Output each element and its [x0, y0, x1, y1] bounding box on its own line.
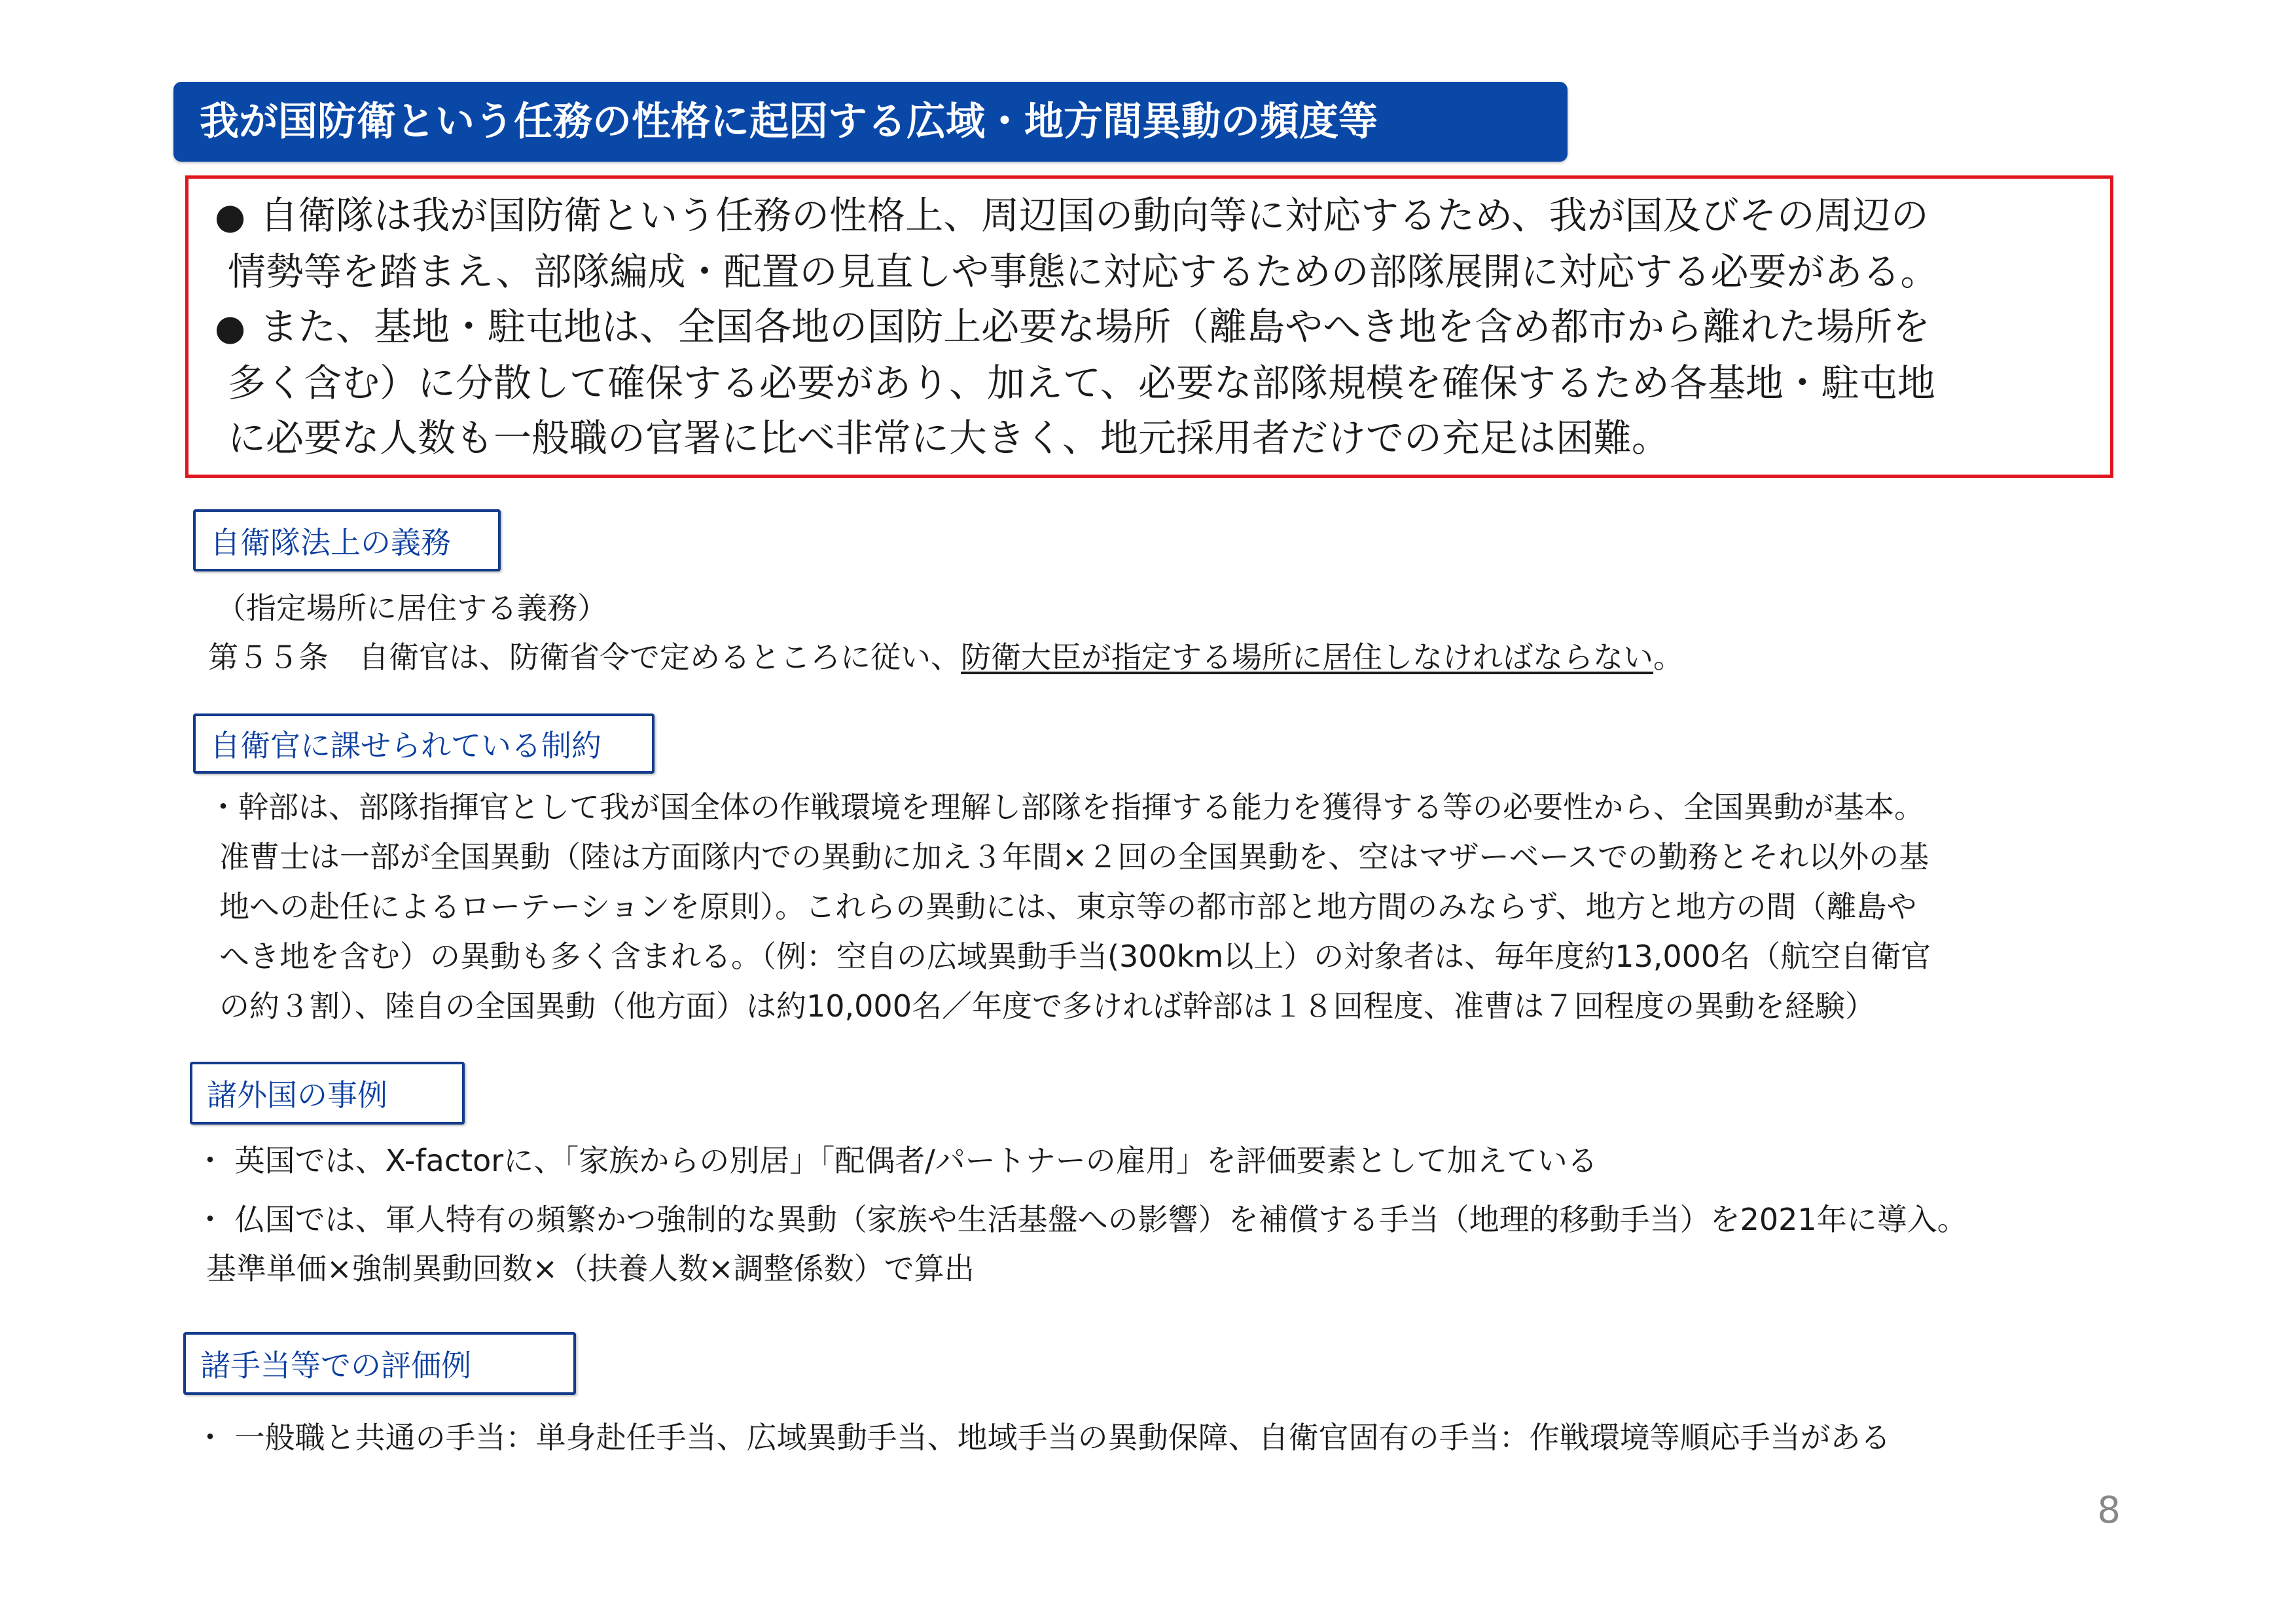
- section-label-foreign: 諸外国の事例: [190, 1062, 465, 1125]
- foreign-item-france: ・ 仏国では、軍人特有の頻繁かつ強制的な異動（家族や生活基盤への影響）を補償する手当（地理的移動手当）を2021年に導入。: [195, 1202, 1967, 1237]
- foreign-item-uk: ・ 英国では、X-factorに、「家族からの別居」「配偶者/パートナーの雇用」を評価要素として加えている: [195, 1143, 1598, 1178]
- summary-line-1: ● 自衛隊は我が国防衛という任務の性格上、周辺国の動向等に対応するため、我が国及びその周辺の: [215, 193, 1929, 238]
- allowances-item: ・ 一般職と共通の手当：単身赴任手当、広域異動手当、地域手当の異動保障、自衛官固有の手当：作戦環境等順応手当がある: [195, 1420, 1891, 1455]
- summary-line-2: 情勢等を踏まえ、部隊編成・配置の見直しや事態に対応するための部隊展開に対応する必要がある。: [228, 249, 1939, 294]
- restrictions-paragraph: [208, 782, 1931, 1031]
- section-label-law: 自衛隊法上の義務: [193, 509, 501, 571]
- law-article-underlined: 防衛大臣が指定する場所に居住しなければならない: [961, 640, 1653, 675]
- section-label-restrictions: 自衛官に課せられている制約: [193, 713, 655, 774]
- foreign-item-france-formula: 基準単価×強制異動回数×（扶養人数×調整係数）で算出: [206, 1251, 975, 1286]
- restrictions-line: 地への赴任によるローテーションを原則）。これらの異動には、東京等の都市部と地方間のみならず、地方と地方の間（離島や: [219, 889, 1917, 924]
- summary-line-5: に必要な人数も一般職の官署に比べ非常に大きく、地元採用者だけでの充足は困難。: [228, 416, 1670, 460]
- restrictions-line: ・幹部は、部隊指揮官として我が国全体の作戦環境を理解し部隊を指揮する能力を獲得する等の必要性から、全国異動が基本。: [208, 789, 1924, 825]
- restrictions-line: 准曹士は一部が全国異動（陸は方面隊内での異動に加え３年間×２回の全国異動を、空はマザーベースでの勤務とそれ以外の基: [219, 839, 1929, 875]
- summary-line-3: ● また、基地・駐屯地は、全国各地の国防上必要な場所（離島やへき地を含め都市から離れた場所を: [215, 304, 1931, 349]
- law-heading: （指定場所に居住する義務）: [216, 590, 607, 626]
- section-label-allowances: 諸手当等での評価例: [183, 1332, 576, 1395]
- bullet-icon: ●: [215, 307, 246, 348]
- summary-box: [185, 175, 2113, 478]
- bullet-icon: ●: [215, 196, 246, 237]
- summary-line-4: 多く含む）に分散して確保する必要があり、加えて、必要な部隊規模を確保するため各基地・駐屯地: [228, 361, 1935, 405]
- restrictions-line: の約３割）、陸自の全国異動（他方面）は約10,000名／年度で多ければ幹部は１８回程度、准曹は７回程度の異動を経験）: [219, 988, 1875, 1024]
- page-number: 8: [2097, 1489, 2121, 1532]
- restrictions-line: へき地を含む）の異動も多く含まれる。（例：空自の広域異動手当(300km以上）の対象者は、毎年度約13,000名（航空自衛官: [219, 939, 1931, 974]
- page-title: 我が国防衛という任務の性格に起因する広域・地方間異動の頻度等: [173, 82, 1568, 162]
- law-article: 第５５条 自衛官は、防衛省令で定めるところに従い、防衛大臣が指定する場所に居住しなければならない。: [208, 640, 1683, 675]
